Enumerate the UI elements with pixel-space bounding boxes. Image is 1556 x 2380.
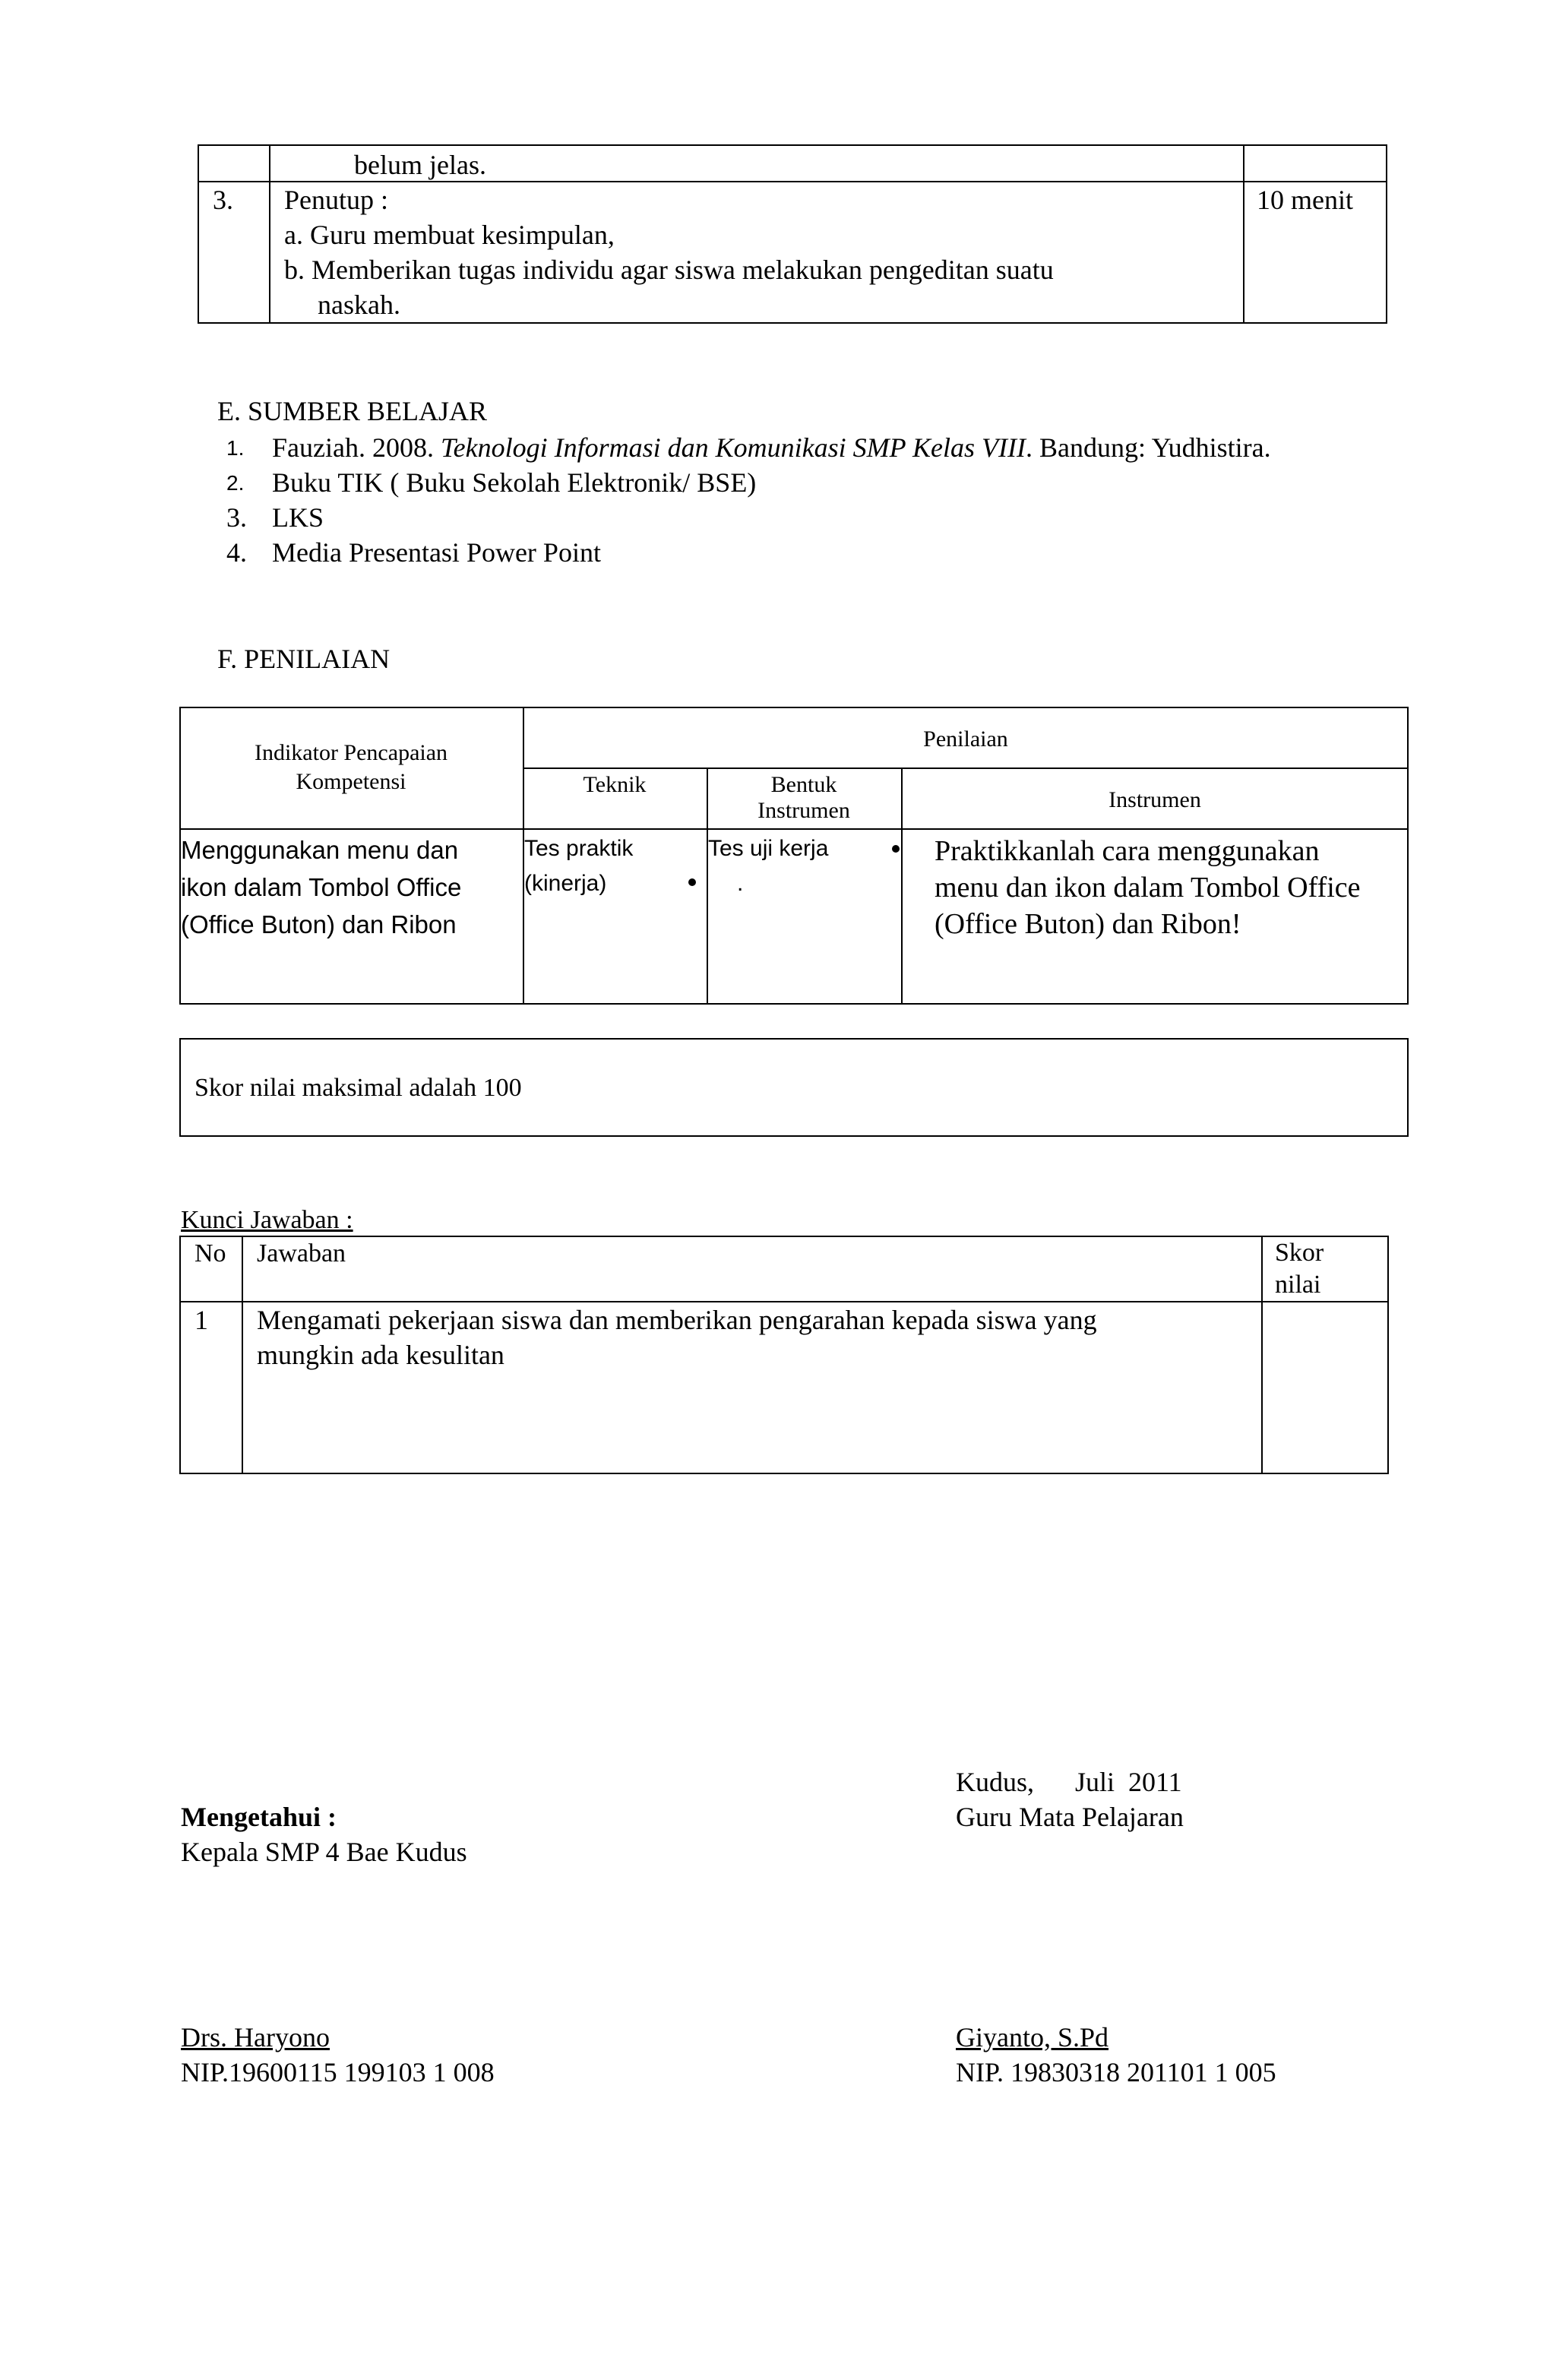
top-table-row-number: 3.	[213, 185, 233, 215]
row-instrumen	[935, 833, 1361, 942]
place-date: Kudus, Juli 2011	[956, 1767, 1182, 1797]
right-name: Giyanto, S.Pd	[956, 2022, 1109, 2052]
top-table-col-divider-1	[269, 144, 270, 324]
sumber-item-1	[272, 430, 1271, 465]
right-nip: NIP. 19830318 201101 1 005	[956, 2057, 1276, 2087]
row-teknik-line2: (kinerja)	[524, 871, 607, 896]
row-bentuk-dot: .	[737, 871, 744, 896]
kunci-row-jawaban-line1: Mengamati pekerjaan siswa dan memberikan pengarahan kepada siswa yang	[257, 1305, 1097, 1335]
row-instrumen-line1: Praktikkanlah cara menggunakan	[935, 835, 1320, 867]
col-indikator-header-line1: Indikator Pencapaian	[254, 740, 448, 765]
row-bentuk: Tes uji kerja	[708, 836, 829, 861]
kunci-col-skor	[1275, 1237, 1324, 1301]
penilaian-header-divider-1	[523, 767, 1409, 769]
row-teknik	[524, 831, 633, 901]
col-instrumen-header: Instrumen	[1108, 787, 1201, 812]
sumber-item-3-number: 3.	[226, 502, 247, 533]
col-teknik-header: Teknik	[583, 772, 647, 797]
sumber-item-4-number: 4.	[226, 537, 247, 568]
col-indikator-header	[179, 739, 523, 796]
col-indikator-header-line2: Kompetensi	[296, 769, 406, 794]
col-bentuk-header-line2: Instrumen	[757, 798, 850, 823]
col-penilaian-header: Penilaian	[923, 726, 1008, 752]
left-label: Mengetahui :	[181, 1802, 337, 1832]
kunci-col-divider-2	[1261, 1236, 1263, 1474]
skor-text: Skor nilai maksimal adalah 100	[194, 1074, 522, 1102]
sumber-item-1-publisher: . Bandung: Yudhistira.	[1025, 432, 1271, 463]
left-name: Drs. Haryono	[181, 2022, 330, 2052]
row-indikator	[181, 831, 461, 943]
bentuk-bullet-icon	[892, 845, 900, 853]
top-table-time: 10 menit	[1257, 185, 1353, 215]
top-table-col-divider-2	[1243, 144, 1244, 324]
kunci-col-skor-line2: nilai	[1275, 1271, 1321, 1299]
top-table-item-b-line1: b. Memberikan tugas individu agar siswa melakukan pengeditan suatu	[284, 255, 1054, 285]
top-table-row0-text: belum jelas.	[354, 150, 486, 180]
sumber-heading: E. SUMBER BELAJAR	[217, 396, 488, 426]
kunci-col-divider-1	[242, 1236, 243, 1474]
col-bentuk-header	[707, 771, 901, 825]
row-indikator-line3: (Office Buton) dan Ribon	[181, 910, 457, 938]
kunci-row-no: 1	[194, 1305, 208, 1335]
row-indikator-line2: ikon dalam Tombol Office	[181, 873, 462, 901]
sumber-item-1-text: Fauziah. 2008.	[272, 432, 441, 463]
sumber-item-1-title: Teknologi Informasi dan Komunikasi SMP Kelas VIII	[440, 432, 1026, 463]
row-teknik-line1: Tes praktik	[524, 836, 634, 861]
top-table-item-b-line2: naskah.	[318, 290, 400, 320]
kunci-col-jawaban: Jawaban	[257, 1239, 346, 1268]
sumber-item-1-number: 1.	[226, 436, 245, 460]
kunci-col-no: No	[194, 1239, 226, 1268]
penilaian-header-divider-2	[179, 828, 1409, 830]
sumber-item-2-number: 2.	[226, 471, 245, 495]
teknik-bullet-icon	[688, 878, 696, 886]
sumber-item-2: Buku TIK ( Buku Sekolah Elektronik/ BSE)	[272, 467, 757, 498]
row-indikator-line1: Menggunakan menu dan	[181, 836, 459, 864]
kunci-row-jawaban-line2: mungkin ada kesulitan	[257, 1340, 504, 1370]
kunci-row-jawaban	[257, 1302, 1097, 1372]
row-instrumen-line3: (Office Buton) dan Ribon!	[935, 908, 1241, 940]
top-table-section-title: Penutup :	[284, 185, 389, 215]
kunci-col-skor-line1: Skor	[1275, 1239, 1324, 1267]
left-role: Kepala SMP 4 Bae Kudus	[181, 1837, 467, 1867]
top-table-item-a: a. Guru membuat kesimpulan,	[284, 220, 615, 250]
row-instrumen-line2: menu dan ikon dalam Tombol Office	[935, 872, 1361, 904]
right-role: Guru Mata Pelajaran	[956, 1802, 1184, 1832]
sumber-item-3: LKS	[272, 502, 324, 533]
penilaian-heading: F. PENILAIAN	[217, 644, 391, 674]
left-nip: NIP.19600115 199103 1 008	[181, 2057, 495, 2087]
col-bentuk-header-line1: Bentuk	[770, 772, 837, 797]
sumber-item-4: Media Presentasi Power Point	[272, 537, 601, 568]
kunci-title: Kunci Jawaban :	[181, 1206, 353, 1234]
